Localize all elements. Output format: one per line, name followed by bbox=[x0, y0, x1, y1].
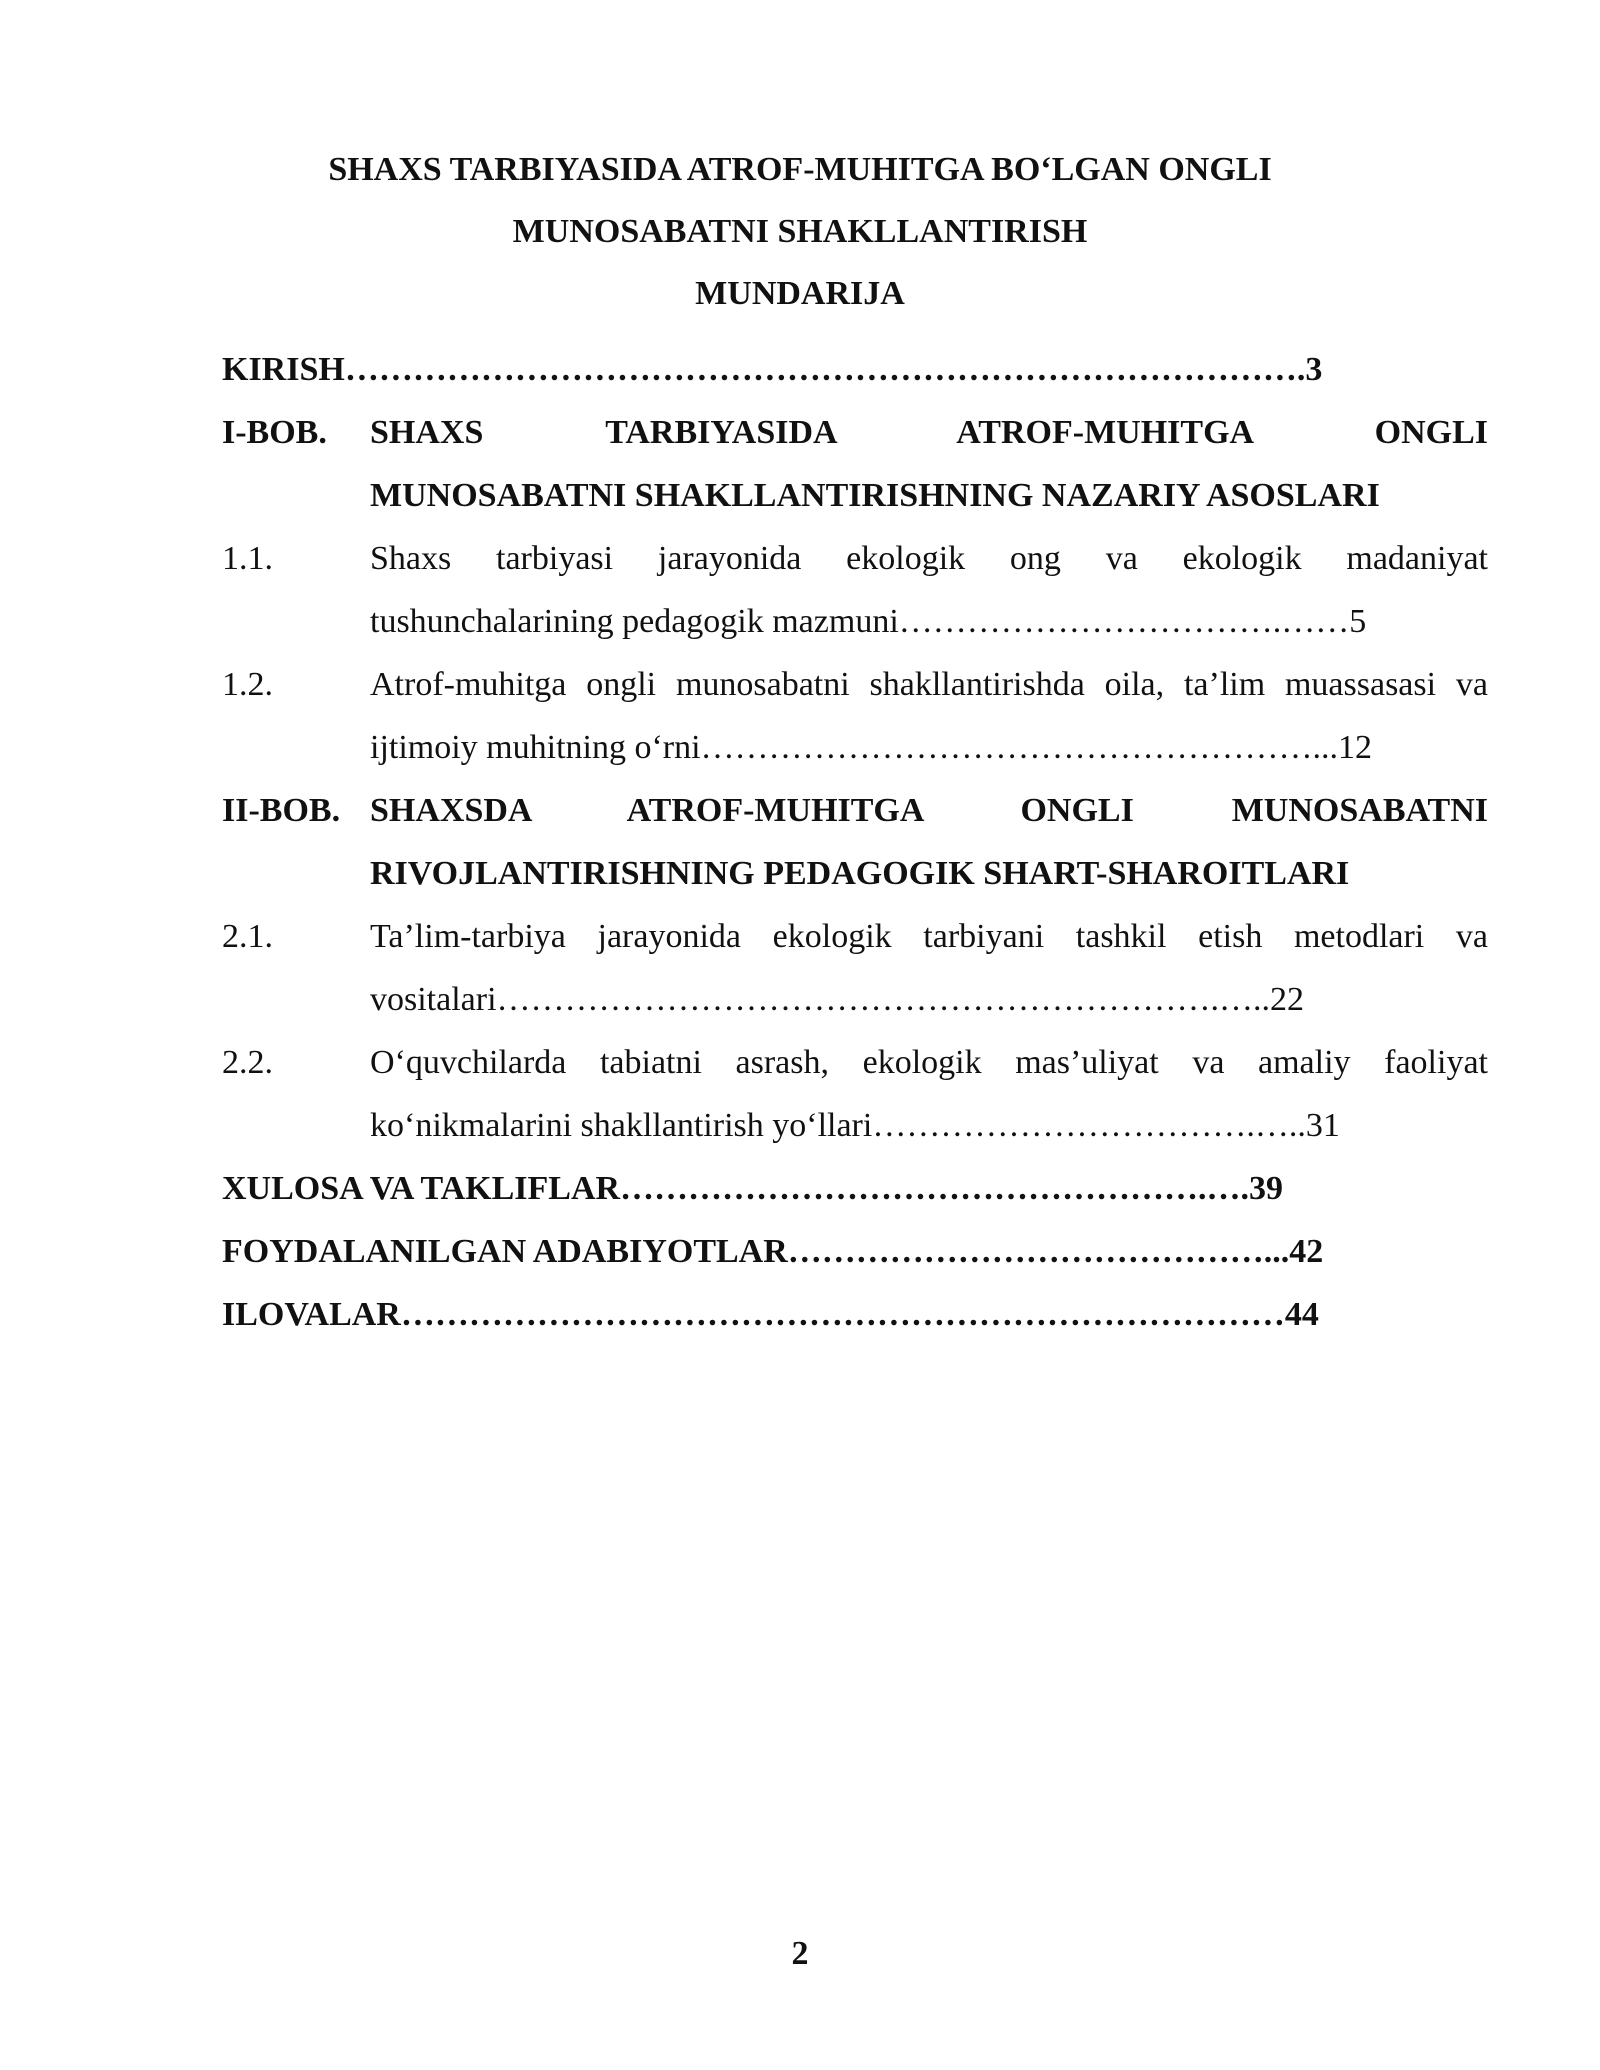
toc-heading: MUNDARIJA bbox=[695, 275, 905, 312]
toc-section-2-2-continuation bbox=[222, 1094, 1488, 1157]
toc-entry-xulosa-text: XULOSA VA TAKLIFLAR…………………………………………….….39 bbox=[222, 1170, 1284, 1207]
toc-section-2-2-number: 2.2. bbox=[222, 1044, 273, 1081]
toc-chapter-2-number: II-BOB. bbox=[222, 792, 341, 829]
toc-chapter-1-title-line-1: SHAXS TARBIYASIDA ATROF-MUHITGA ONGLI bbox=[370, 414, 1488, 451]
toc-section-1-2-title-line-1: Atrof-muhitga ongli munosabatni shakllantirishda oila, ta’lim muassasasi va bbox=[370, 666, 1488, 703]
toc-section-2-2[interactable] bbox=[222, 1031, 1488, 1094]
toc-chapter-2-title-line-1: SHAXSDA ATROF-MUHITGA ONGLI MUNOSABATNI bbox=[370, 792, 1488, 829]
toc-entry-kirish-text: KIRISH………………………………………………………………………….3 bbox=[222, 351, 1323, 388]
toc-section-1-1-title-line-2: tushunchalarining pedagogik mazmuni…………………………….……5 bbox=[370, 603, 1367, 640]
page-number: 2 bbox=[791, 1935, 809, 1972]
toc-chapter-2[interactable] bbox=[222, 779, 1488, 842]
toc-chapter-1-title-line-2: MUNOSABATNI SHAKLLANTIRISHNING NAZARIY ASOSLARI bbox=[370, 477, 1380, 514]
toc-section-1-1-continuation bbox=[222, 590, 1488, 653]
toc-section-2-1-title-line-1: Ta’lim-tarbiya jarayonida ekologik tarbiyani tashkil etish metodlari va bbox=[370, 918, 1488, 955]
toc-chapter-1-continuation bbox=[222, 464, 1488, 527]
toc-section-2-1-title-line-2: vositalari……………………………………………………….…..22 bbox=[370, 981, 1305, 1018]
toc-section-1-1[interactable] bbox=[222, 527, 1488, 590]
toc-entry-xulosa[interactable] bbox=[222, 1157, 1488, 1220]
toc-section-2-1-continuation bbox=[222, 968, 1488, 1031]
toc-chapter-1[interactable] bbox=[222, 401, 1488, 464]
toc-section-2-2-title-line-1: O‘quvchilarda tabiatni asrash, ekologik mas’uliyat va amaliy faoliyat bbox=[370, 1044, 1488, 1081]
toc-chapter-2-title-line-2: RIVOJLANTIRISHNING PEDAGOGIK SHART-SHAROITLARI bbox=[370, 855, 1350, 892]
toc-entry-ilovalar[interactable] bbox=[222, 1283, 1488, 1346]
document-title-line-2: MUNOSABATNI SHAKLLANTIRISH bbox=[512, 213, 1088, 250]
toc-chapter-1-number: I-BOB. bbox=[222, 414, 327, 451]
toc-section-2-1-number: 2.1. bbox=[222, 918, 273, 955]
toc-section-1-2[interactable] bbox=[222, 653, 1488, 716]
toc-section-1-1-title-line-1: Shaxs tarbiyasi jarayonida ekologik ong va ekologik madaniyat bbox=[370, 540, 1488, 577]
toc-entry-kirish[interactable] bbox=[222, 338, 1488, 401]
table-of-contents bbox=[222, 338, 1488, 1346]
toc-chapter-2-continuation bbox=[222, 842, 1488, 905]
toc-section-1-2-title-line-2: ijtimoiy muhitning o‘rni………………………………………………...12 bbox=[370, 729, 1373, 766]
document-title-line-1: SHAXS TARBIYASIDA ATROF-MUHITGA BO‘LGAN ONGLI bbox=[328, 151, 1272, 188]
toc-entry-adabiyotlar-text: FOYDALANILGAN ADABIYOTLAR……………………………………...42 bbox=[222, 1233, 1324, 1270]
toc-entry-ilovalar-text: ILOVALAR……………………………………………………………………44 bbox=[222, 1296, 1319, 1333]
toc-entry-adabiyotlar[interactable] bbox=[222, 1220, 1488, 1283]
toc-section-1-2-number: 1.2. bbox=[222, 666, 273, 703]
toc-section-2-1[interactable] bbox=[222, 905, 1488, 968]
toc-section-1-2-continuation bbox=[222, 716, 1488, 779]
toc-section-2-2-title-line-2: ko‘nikmalarini shakllantirish yo‘llari…………………………….…..31 bbox=[370, 1107, 1340, 1144]
toc-section-1-1-number: 1.1. bbox=[222, 540, 273, 577]
